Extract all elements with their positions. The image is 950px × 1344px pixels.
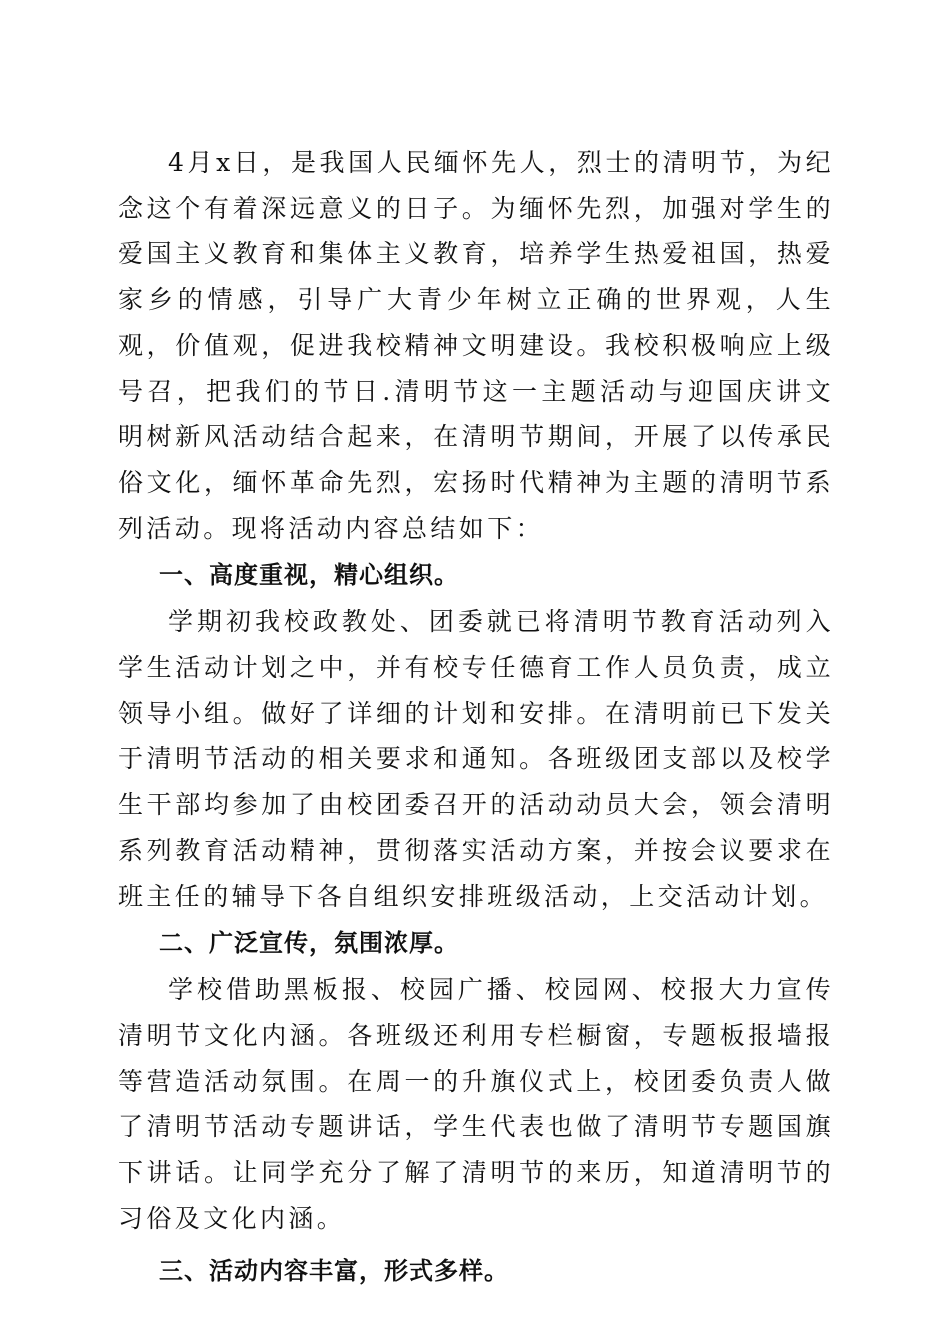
section-heading-1: 一、高度重视，精心组织。	[159, 561, 459, 590]
section-2-paragraph: 学校借助黑板报、校园广播、校园网、校报大力宣传清明节文化内涵。各班级还利用专栏橱窗，专题板报墙报等营造活动氛围。在周一的升旗仪式上，校团委负责人做了清明节活动专题讲话，学生代表也做了清明节专题国旗下讲话。让同学充分了解了清明节的来历，知道清明节的习俗及文化内涵。	[118, 975, 834, 1233]
intro-paragraph: 4月x日，是我国人民缅怀先人，烈士的清明节，为纪念这个有着深远意义的日子。为缅怀先烈，加强对学生的爱国主义教育和集体主义教育，培养学生热爱祖国，热爱家乡的情感，引导广大青少年树立正确的世界观，人生观，价值观，促进我校精神文明建设。我校积极响应上级号召，把我们的节日.清明节这一主题活动与迎国庆讲文明树新风活动结合起来，在清明节期间，开展了以传承民俗文化，缅怀革命先烈，宏扬时代精神为主题的清明节系列活动。现将活动内容总结如下：	[118, 148, 834, 543]
section-heading-3: 三、活动内容丰富，形式多样。	[159, 1257, 509, 1286]
document-body	[118, 140, 834, 1295]
section-heading-2: 二、广泛宣传，氛围浓厚。	[159, 929, 459, 958]
section-1-paragraph: 学期初我校政教处、团委就已将清明节教育活动列入学生活动计划之中，并有校专任德育工作人员负责，成立领导小组。做好了详细的计划和安排。在清明前已下发关于清明节活动的相关要求和通知。各班级团支部以及校学生干部均参加了由校团委召开的活动动员大会，领会清明系列教育活动精神，贯彻落实活动方案，并按会议要求在班主任的辅导下各自组织安排班级活动，上交活动计划。	[118, 607, 834, 911]
